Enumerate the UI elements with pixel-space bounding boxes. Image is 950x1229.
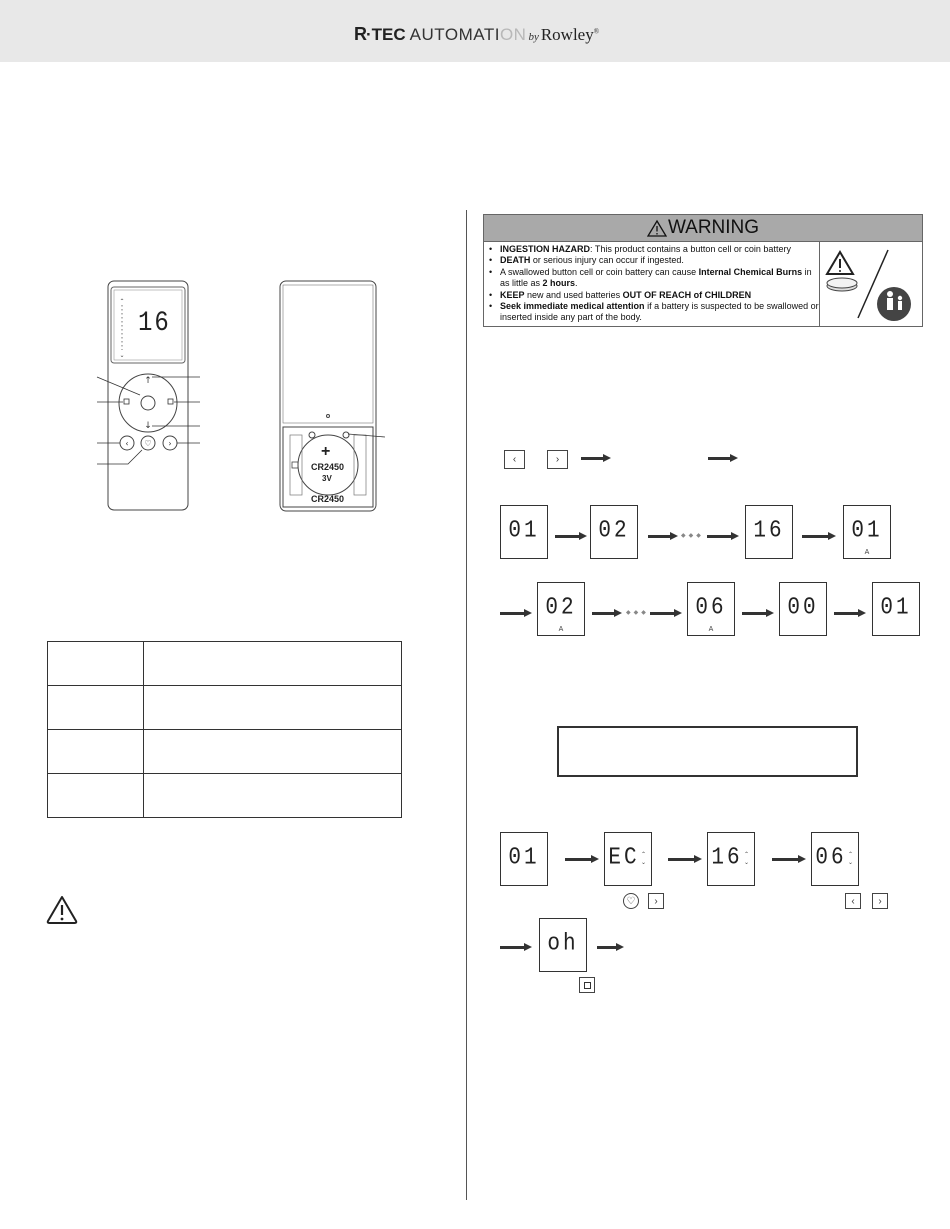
lcd-screen: 00 (779, 582, 827, 636)
remote-back-illustration (270, 275, 400, 520)
brand-logo (354, 24, 599, 46)
lcd-screen: 01 (500, 505, 548, 559)
lcd-screen: oh (539, 918, 587, 972)
svg-text:⌄: ⌄ (119, 353, 125, 359)
warning-triangle-icon (46, 894, 78, 924)
warning-box (483, 214, 923, 327)
warning-item: • INGESTION HAZARD: This product contains a button cell or coin battery (489, 244, 819, 255)
warning-item: • A swallowed button cell or coin battery can cause Internal Chemical Burns in as little as 2 hours. (489, 267, 819, 290)
lcd-screen: 01 (500, 832, 548, 886)
heart-icon: ♡ (623, 893, 639, 909)
chevron-left-icon: ‹ (504, 450, 525, 469)
warning-list (484, 242, 820, 326)
info-table (47, 641, 402, 818)
arrow-icon (668, 855, 702, 864)
remote-front-illustration (60, 270, 210, 520)
arrow-icon (581, 454, 611, 463)
table-row (48, 686, 402, 730)
arrow-icon (592, 609, 622, 618)
svg-text:‹: ‹ (125, 439, 129, 448)
svg-text:♡: ♡ (144, 439, 152, 448)
note-box (557, 726, 858, 777)
lcd-screen: 06 ⌃ ⌄ (811, 832, 859, 886)
arrow-icon (834, 609, 866, 618)
chevron-left-icon: ‹ (845, 893, 861, 909)
arrow-icon (707, 532, 739, 541)
arrow-icon (772, 855, 806, 864)
battery-label-top: CR2450 (311, 462, 345, 472)
lcd-screen: 16 (745, 505, 793, 559)
lcd-screen: 16 ⌃ ⌄ (707, 832, 755, 886)
arrow-icon (500, 943, 532, 952)
battery-plus: + (321, 443, 331, 460)
stop-square-icon (579, 977, 595, 993)
arrow-icon (648, 532, 678, 541)
arrow-icon (742, 609, 774, 618)
arrow-icon (597, 943, 624, 952)
ellipsis-dots: ◆◆◆ (626, 610, 649, 616)
lcd-screen: 02 (590, 505, 638, 559)
warning-title: WARNING (667, 217, 760, 238)
warning-item: • DEATH or serious injury can occur if ingested. (489, 255, 819, 266)
table-row (48, 642, 402, 686)
battery-voltage: 3V (322, 474, 332, 483)
arrow-icon (500, 609, 532, 618)
svg-text:↓: ↓ (144, 421, 152, 431)
chevron-right-icon: › (872, 893, 888, 909)
lcd-screen: 02 A (537, 582, 585, 636)
ellipsis-dots: ◆◆◆ (681, 533, 704, 539)
warning-item: • Seek immediate medical attention if a battery is suspected to be swallowed or inserted inside any part of the body. (489, 301, 819, 324)
lcd-screen: 01 (872, 582, 920, 636)
lcd-screen: 06 A (687, 582, 735, 636)
brand-by: by (528, 31, 539, 43)
arrow-icon (565, 855, 599, 864)
arrow-icon (708, 454, 738, 463)
arrow-icon (555, 532, 587, 541)
page-header (0, 0, 950, 62)
brand-tec: ·TEC (366, 25, 406, 44)
table-row (48, 730, 402, 774)
battery-child-hazard-icon (820, 242, 920, 326)
lcd-screen: EC ⌃ ⌄ (604, 832, 652, 886)
arrow-icon (802, 532, 836, 541)
arrow-icon (650, 609, 682, 618)
column-divider (466, 210, 467, 1200)
svg-text:⌃: ⌃ (119, 299, 125, 305)
svg-text:›: › (168, 439, 172, 448)
warning-pictogram (820, 242, 922, 326)
brand-automation: AUTOMATION (409, 25, 527, 44)
warning-header (484, 215, 922, 242)
lcd-screen: 01 A (843, 505, 891, 559)
remote-display-value: 16 (138, 307, 171, 340)
svg-text:↑: ↑ (144, 376, 152, 386)
chevron-right-icon: › (547, 450, 568, 469)
brand-r: R (354, 24, 366, 44)
chevron-right-icon: › (648, 893, 664, 909)
warning-item: • KEEP new and used batteries OUT OF REACH of CHILDREN (489, 290, 819, 301)
brand-rowley: Rowley® (540, 25, 600, 44)
table-row (48, 774, 402, 818)
battery-label-bottom: CR2450 (311, 494, 345, 504)
warning-triangle-icon (647, 219, 667, 237)
